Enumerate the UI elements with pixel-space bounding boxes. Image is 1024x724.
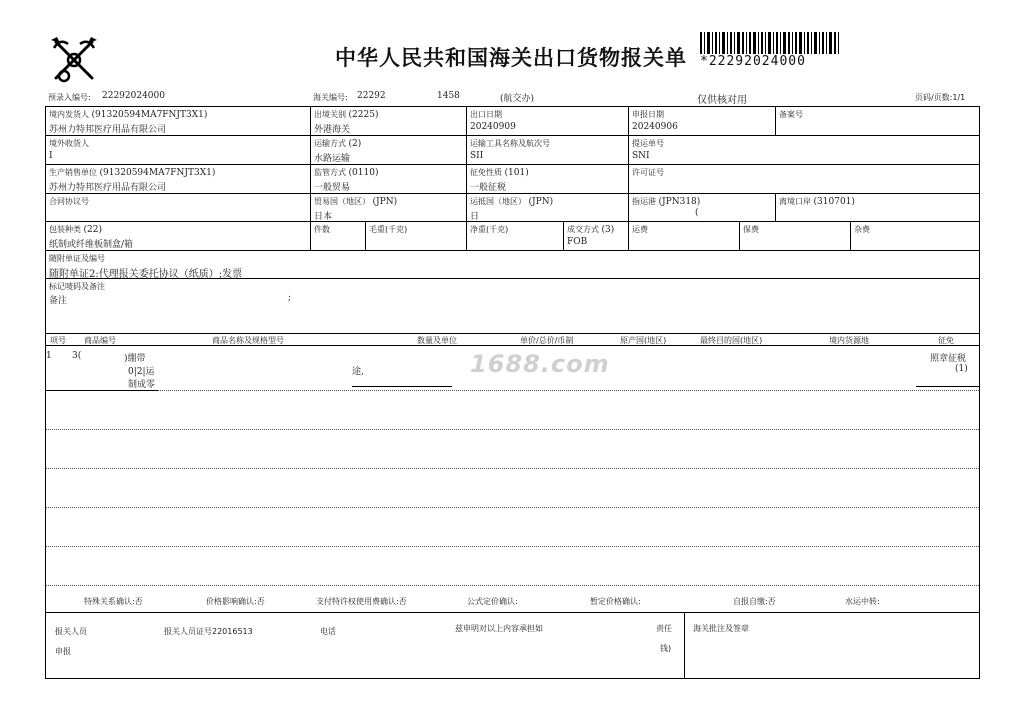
declaration-statement: 兹申明对以上内容承担如 bbox=[455, 624, 543, 633]
remarks-tail: ; bbox=[288, 293, 292, 303]
arrival-country-label: 运抵国（地区） (JPN) bbox=[470, 197, 554, 207]
exit-place-label: 离境口岸 (310701) bbox=[779, 197, 855, 207]
docs-label: 随附单证及编号 bbox=[49, 254, 105, 263]
supervision-label: 监管方式 (0110) bbox=[314, 168, 379, 178]
declarant-cert: 报关人员证号22016513 bbox=[164, 627, 253, 636]
redaction-line bbox=[916, 386, 979, 387]
remarks-label: 备注 bbox=[49, 296, 68, 306]
goods-divider bbox=[46, 507, 979, 508]
shipper-label: 境内发货人 (91320594MA7FNJT3X1) bbox=[49, 110, 208, 120]
docs-value: 随附单证2:代理报关委托协议（纸质）;发票 bbox=[49, 269, 243, 280]
pack-name: 纸制或纤维板制盒/箱 bbox=[49, 240, 134, 250]
arrival-country-name: 日 bbox=[470, 212, 480, 222]
goods-name-line3: 制成零 bbox=[128, 380, 156, 390]
marks-label: 标记唛码及备注 bbox=[49, 282, 105, 291]
bl-label: 提运单号 bbox=[632, 139, 664, 148]
goods-name-mid: 途, bbox=[352, 367, 364, 377]
trade-country-label: 贸易国（地区） (JPN) bbox=[314, 197, 398, 207]
formula-price-confirm: 公式定价确认: bbox=[467, 597, 518, 606]
preentry-value: 22292024000 bbox=[102, 91, 165, 101]
declare-date-label: 申报日期 bbox=[632, 110, 664, 119]
vessel-label: 运输工具名称及航次号 bbox=[470, 139, 550, 148]
customs-no-label: 海关编号: bbox=[313, 93, 348, 102]
levy-code: (1) bbox=[955, 364, 968, 374]
col-source-place: 境内货源地 bbox=[829, 336, 869, 345]
special-relation-confirm: 特殊关系确认:否 bbox=[84, 597, 143, 606]
redaction-line bbox=[46, 390, 158, 391]
goods-name-line1: )绷带 bbox=[124, 354, 146, 364]
export-date: 20240909 bbox=[470, 122, 516, 132]
barcode-icon bbox=[700, 32, 842, 54]
liability-1: 责任 bbox=[656, 624, 672, 633]
liability-2: 钱) bbox=[660, 644, 672, 653]
goods-divider bbox=[46, 546, 979, 547]
misc-fee-label: 杂费 bbox=[854, 225, 870, 234]
consignee-label: 境外收货人 bbox=[49, 139, 89, 148]
deal-name: FOB bbox=[567, 237, 588, 247]
col-price: 单价/总价/币制 bbox=[520, 336, 574, 345]
goods-divider bbox=[46, 585, 979, 586]
net-weight-label: 净重(千克) bbox=[470, 225, 509, 234]
declaring-unit-label: 申报 bbox=[55, 647, 71, 656]
customs-emblem-icon bbox=[48, 34, 100, 86]
customs-no-tail: 1458 bbox=[437, 91, 460, 101]
bl-value: SNI bbox=[632, 151, 650, 161]
barcode-number: *22292024000 bbox=[700, 54, 806, 69]
transport-label: 运输方式 (2) bbox=[314, 139, 362, 149]
preentry-label: 预录入编号: bbox=[48, 93, 91, 102]
exit-port-label: 出境关别 (2225) bbox=[314, 110, 379, 120]
office-label: (航交办) bbox=[500, 94, 535, 104]
col-origin: 原产国(地区) bbox=[620, 336, 667, 345]
levy-method: 照章征税 bbox=[930, 354, 967, 364]
license-label: 许可证号 bbox=[632, 168, 664, 177]
self-report-confirm: 自报自缴:否 bbox=[733, 597, 776, 606]
producer-label: 生产销售单位 (91320594MA7FNJT3X1) bbox=[49, 168, 216, 178]
trade-country-name: 日本 bbox=[314, 212, 333, 222]
redaction-line bbox=[352, 386, 452, 387]
declare-date: 20240906 bbox=[632, 122, 678, 132]
shipper-name: 苏州力特邦医疗用品有限公司 bbox=[49, 125, 167, 135]
exit-port-name: 外港海关 bbox=[314, 125, 351, 135]
verify-note: 仅供核对用 bbox=[697, 95, 747, 106]
pieces-label: 件数 bbox=[314, 225, 330, 234]
levy-nature-label: 征免性质 (101) bbox=[470, 168, 529, 178]
watermark: 1688.com bbox=[470, 350, 610, 378]
customs-no-value: 22292 bbox=[357, 91, 386, 101]
provisional-price-confirm: 暂定价格确认: bbox=[590, 597, 641, 606]
declarant-label: 报关人员 bbox=[55, 627, 87, 636]
royalty-confirm: 支付特许权使用费确认:否 bbox=[316, 597, 407, 606]
levy-nature-name: 一般征税 bbox=[470, 183, 507, 193]
goods-code: 3( bbox=[72, 351, 82, 361]
dest-port-label: 指运港 (JPN318) bbox=[632, 197, 701, 207]
water-transit-confirm: 水运中转: bbox=[845, 597, 880, 606]
goods-divider bbox=[46, 468, 979, 469]
col-item-no: 项号 bbox=[50, 336, 66, 345]
col-levy: 征免 bbox=[938, 336, 954, 345]
goods-divider bbox=[46, 429, 979, 430]
price-impact-confirm: 价格影响确认:否 bbox=[206, 597, 265, 606]
pack-label: 包装种类 (22) bbox=[49, 225, 103, 235]
insurance-label: 保费 bbox=[743, 225, 759, 234]
page-count: 页码/页数:1/1 bbox=[915, 93, 966, 102]
deal-label: 成交方式 (3) bbox=[567, 225, 615, 235]
transport-name: 水路运输 bbox=[314, 154, 351, 164]
col-goods-code: 商品编号 bbox=[84, 336, 116, 345]
contract-label: 合同协议号 bbox=[49, 197, 89, 206]
customs-approval-label: 海关批注及签章 bbox=[693, 624, 749, 633]
page-title: 中华人民共和国海关出口货物报关单 bbox=[335, 46, 687, 70]
record-label: 备案号 bbox=[779, 110, 803, 119]
supervision-name: 一般贸易 bbox=[314, 183, 351, 193]
item-no: 1 bbox=[46, 351, 52, 361]
freight-label: 运费 bbox=[632, 225, 648, 234]
goods-divider bbox=[46, 390, 979, 391]
export-date-label: 出口日期 bbox=[470, 110, 502, 119]
consignee-value: I bbox=[49, 151, 53, 161]
goods-name-line2: 0|2|运 bbox=[128, 367, 155, 377]
col-final-dest: 最终目的国(地区) bbox=[700, 336, 763, 345]
producer-name: 苏州力特邦医疗用品有限公司 bbox=[49, 183, 167, 193]
vessel-value: SII bbox=[470, 151, 484, 161]
dest-port-name: ( bbox=[695, 208, 699, 218]
gross-weight-label: 毛重(千克) bbox=[369, 225, 408, 234]
phone-label: 电话 bbox=[320, 627, 336, 636]
col-goods-name: 商品名称及规格型号 bbox=[212, 336, 284, 345]
col-qty-unit: 数量及单位 bbox=[417, 336, 457, 345]
